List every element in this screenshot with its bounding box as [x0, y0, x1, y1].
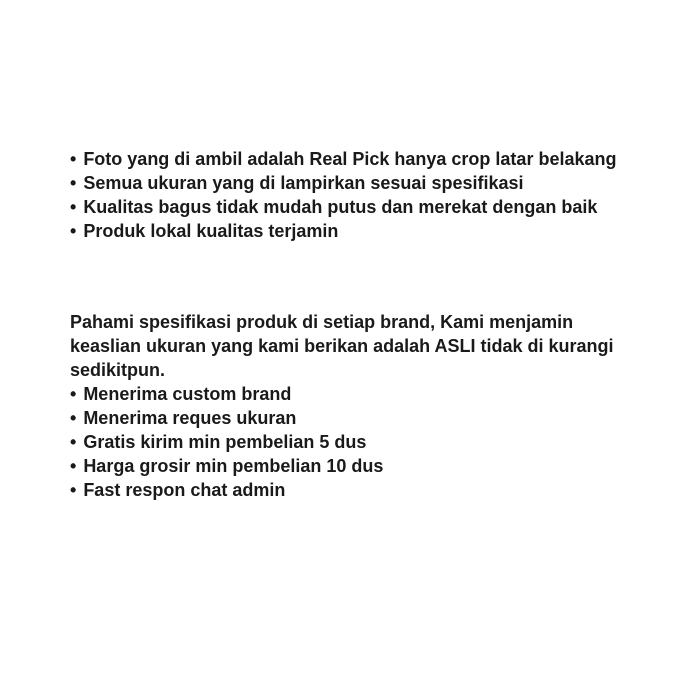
list-item	[70, 454, 680, 478]
bullet-marker: •	[70, 221, 77, 241]
bullet-marker: •	[70, 432, 77, 452]
service-text: Menerima custom brand	[83, 384, 292, 404]
guarantee-line: keaslian ukuran yang kami berikan adalah ASLI tidak di kurangi	[70, 336, 614, 356]
list-item	[70, 406, 680, 430]
list-item	[70, 382, 680, 406]
note-text: Produk lokal kualitas terjamin	[83, 221, 339, 241]
guarantee-paragraph	[70, 310, 680, 382]
service-text: Menerima reques ukuran	[83, 408, 297, 428]
service-text: Harga grosir min pembelian 10 dus	[83, 456, 384, 476]
note-text: Foto yang di ambil adalah Real Pick hanya crop latar belakang	[83, 149, 617, 169]
list-item	[70, 478, 680, 502]
service-text: Gratis kirim min pembelian 5 dus	[83, 432, 367, 452]
bullet-marker: •	[70, 456, 77, 476]
bullet-marker: •	[70, 197, 77, 217]
service-text: Fast respon chat admin	[83, 480, 286, 500]
list-item	[70, 219, 680, 243]
list-item	[70, 171, 680, 195]
bullet-marker: •	[70, 480, 77, 500]
bullet-marker: •	[70, 384, 77, 404]
list-item	[70, 430, 680, 454]
guarantee-line: sedikitpun.	[70, 360, 166, 380]
bullet-marker: •	[70, 173, 77, 193]
note-text: Semua ukuran yang di lampirkan sesuai spesifikasi	[83, 173, 524, 193]
guarantee-line: Pahami spesifikasi produk di setiap brand, Kami menjamin	[70, 312, 574, 332]
bullet-marker: •	[70, 408, 77, 428]
list-item	[70, 195, 680, 219]
bullet-marker: •	[70, 149, 77, 169]
product-notes-list	[70, 147, 680, 243]
services-list	[70, 382, 680, 502]
list-item	[70, 147, 680, 171]
note-text: Kualitas bagus tidak mudah putus dan merekat dengan baik	[83, 197, 598, 217]
text-content	[70, 147, 680, 502]
